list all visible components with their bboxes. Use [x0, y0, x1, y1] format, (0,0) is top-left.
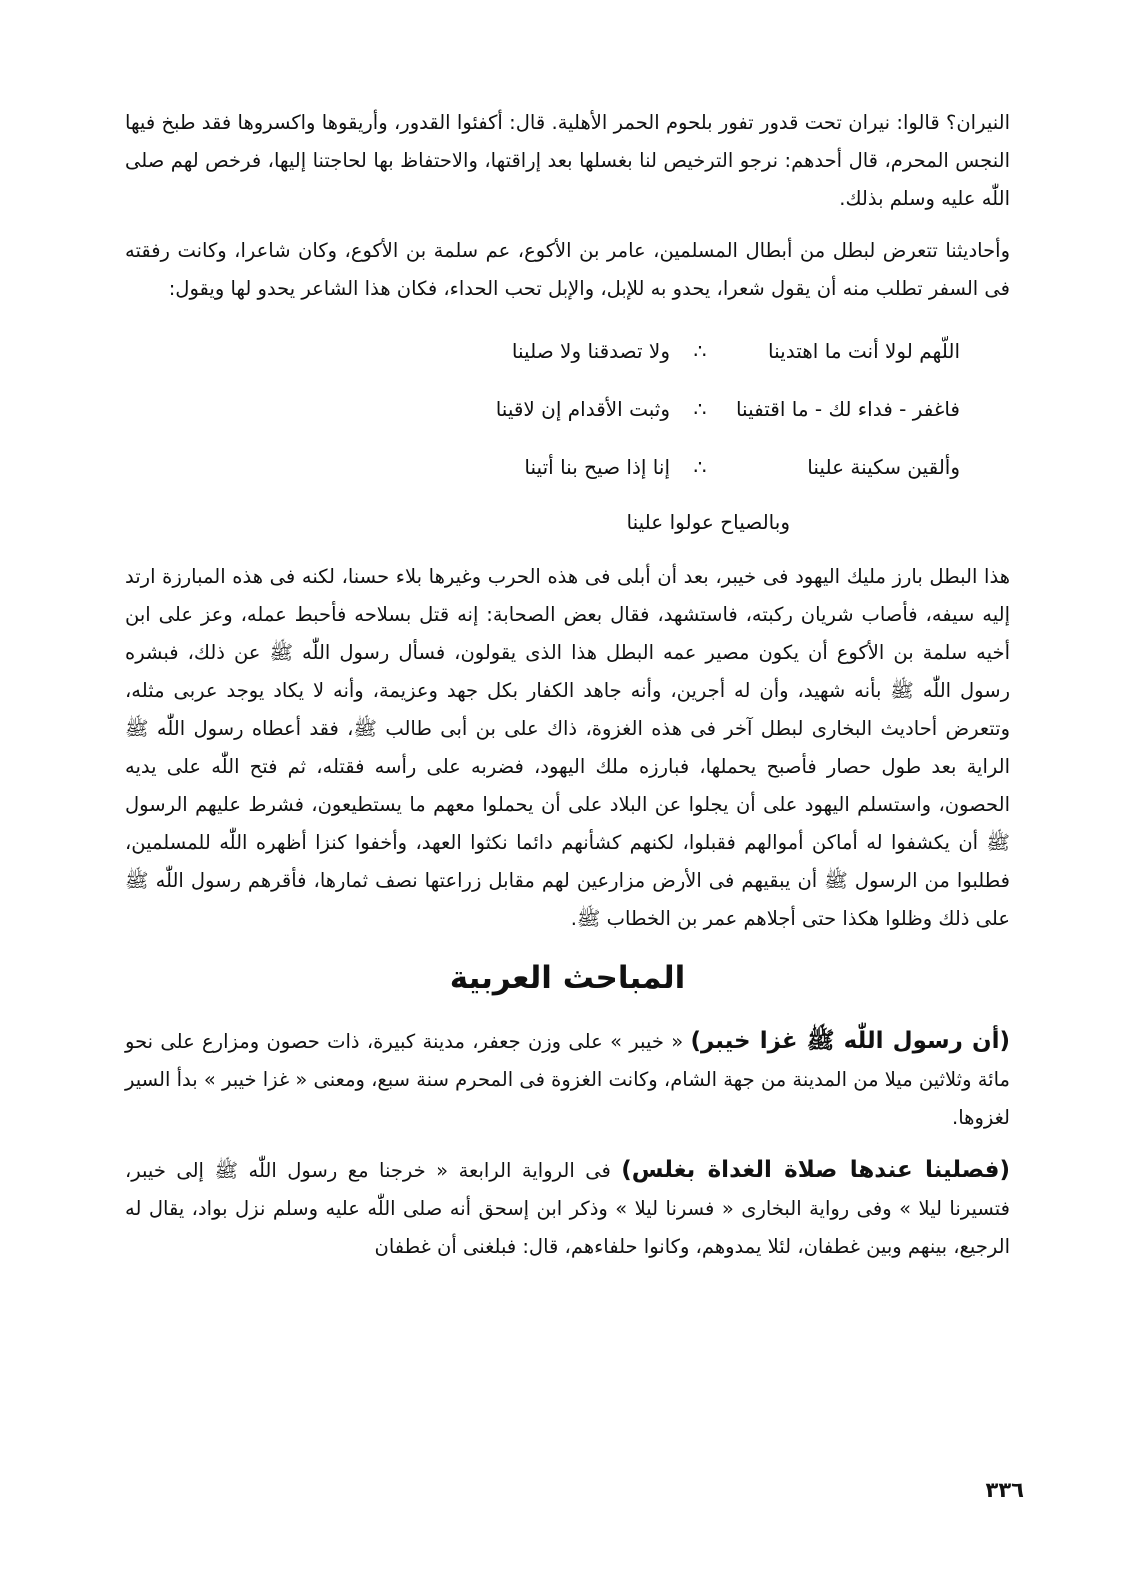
page-number: ٣٣٦ [985, 1478, 1024, 1502]
paragraph-3: هذا البطل بارز مليك اليهود فى خيبر، بعد أن أبلى فى هذه الحرب وغيرها بلاء حسنا، لكنه فى هذه المبارزة ارتد إليه سيفه، فأصاب شريان ركبته، فاستشهد، فقال بعض الصحابة: إنه قتل بسلاحه فأحبط عمله، وعز على ابن أخيه سلمة بن الأكوع أن يكون مصير عمه البطل هذا الذى يقولون، فسأل رسول اللّٰه ﷺ عن ذلك، فبشره رسول اللّٰه ﷺ بأنه شهيد، وأن له أجرين، وأنه جاهد الكفار بكل جهد وعزيمة، وأنه لا يكاد يوجد عربى مثله، وتتعرض أحاديث البخارى لبطل آخر فى هذه الغزوة، ذاك على بن أبى طالب ﷺ، فقد أعطاه رسول اللّٰه ﷺ الراية بعد طول حصار فأصبح يحملها، فبارزه ملك اليهود، فضربه على رأسه فقتله، ثم فتح اللّٰه على يديه الحصون، واستسلم اليهود على أن يجلوا عن البلاد على أن يحملوا معهم ما يستطيعون، فشرط عليهم الرسول ﷺ أن يكشفوا له أماكن أموالهم فقبلوا، لكنهم كشأنهم دائما نكثوا العهد، وأخفوا كنزا أظهره اللّٰه للمسلمين، فطلبوا من الرسول ﷺ أن يبقيهم فى الأرض مزارعين لهم مقابل زراعتها نصف ثمارها، فأقرهم رسول اللّٰه ﷺ على ذلك وظلوا هكذا حتى أجلاهم عمر بن الخطاب ﷺ. [125, 565, 1010, 930]
section-title: المباحث العربية [449, 960, 686, 996]
poem-hemistich-right: وألقين سكينة علينا [807, 455, 960, 479]
poem-row [125, 438, 1010, 496]
section-item-text: فى الرواية الرابعة « خرجنا مع رسول اللّٰه ﷺ إلى خيبر، فتسيرنا ليلا » وفى رواية البخارى « فسرنا ليلا » وذكر ابن إسحق أنه صلى اللّٰه عليه وسلم نزل بواد، يقال له الرجيع، بينهم وبين غطفان، لئلا يمدوهم، وكانوا حلفاءهم، قال: فبلغنى أن غطفان [125, 1159, 1010, 1258]
page-body [125, 98, 1010, 1280]
poem-hemistich-right: اللّهم لولا أنت ما اهتدينا [768, 339, 960, 363]
section-item [125, 1151, 1010, 1266]
poem-hemistich-right: فاغفر - فداء لك - ما اقتفينا [735, 397, 960, 421]
poem-separator: ∴ [693, 397, 707, 421]
poem [125, 322, 1010, 548]
poem-separator: ∴ [693, 455, 707, 479]
paragraph-2: وأحاديثنا تتعرض لبطل من أبطال المسلمين، عامر بن الأكوع، عم سلمة بن الأكوع، وكان شاعرا، وكانت رفقته فى السفر تطلب منه أن يقول شعرا، يحدو به للإبل، والإبل تحب الحداء، فكان هذا الشاعر يحدو لها ويقول: [125, 239, 1010, 300]
section-item-lead: (فصلينا عندها صلاة الغداة بغلس) [621, 1157, 1010, 1183]
section-item-text: « خيبر » على وزن جعفر، مدينة كبيرة، ذات حصون ومزارع على نحو مائة وثلاثين ميلا من المدينة من جهة الشام، وكانت الغزوة فى المحرم سنة سبع، ومعنى « غزا خيبر » بدأ السير لغزوها. [125, 1030, 1010, 1129]
poem-hemistich-left: إنا إذا صيح بنا أتينا [524, 455, 670, 479]
section-item-lead: (أن رسول اللّٰه ﷺ غزا خيبر) [690, 1028, 1010, 1054]
poem-row [125, 380, 1010, 438]
poem-last-line: وبالصياح عولوا علينا [626, 510, 790, 534]
section-item [125, 1022, 1010, 1137]
poem-hemistich-left: وثبت الأقدام إن لاقينا [495, 397, 670, 421]
paragraph-1: النيران؟ قالوا: نيران تحت قدور تفور بلحوم الحمر الأهلية. قال: أكفئوا القدور، وأريقوها واكسروها فقد طبخ فيها النجس المحرم، قال أحدهم: نرجو الترخيص لنا بغسلها بعد إراقتها، والاحتفاظ بها لحاجتنا إليها، فرخص لهم صلى اللّٰه عليه وسلم بذلك. [125, 111, 1010, 210]
poem-hemistich-left: ولا تصدقنا ولا صلينا [511, 339, 670, 363]
poem-separator: ∴ [693, 339, 707, 363]
poem-row [125, 322, 1010, 380]
